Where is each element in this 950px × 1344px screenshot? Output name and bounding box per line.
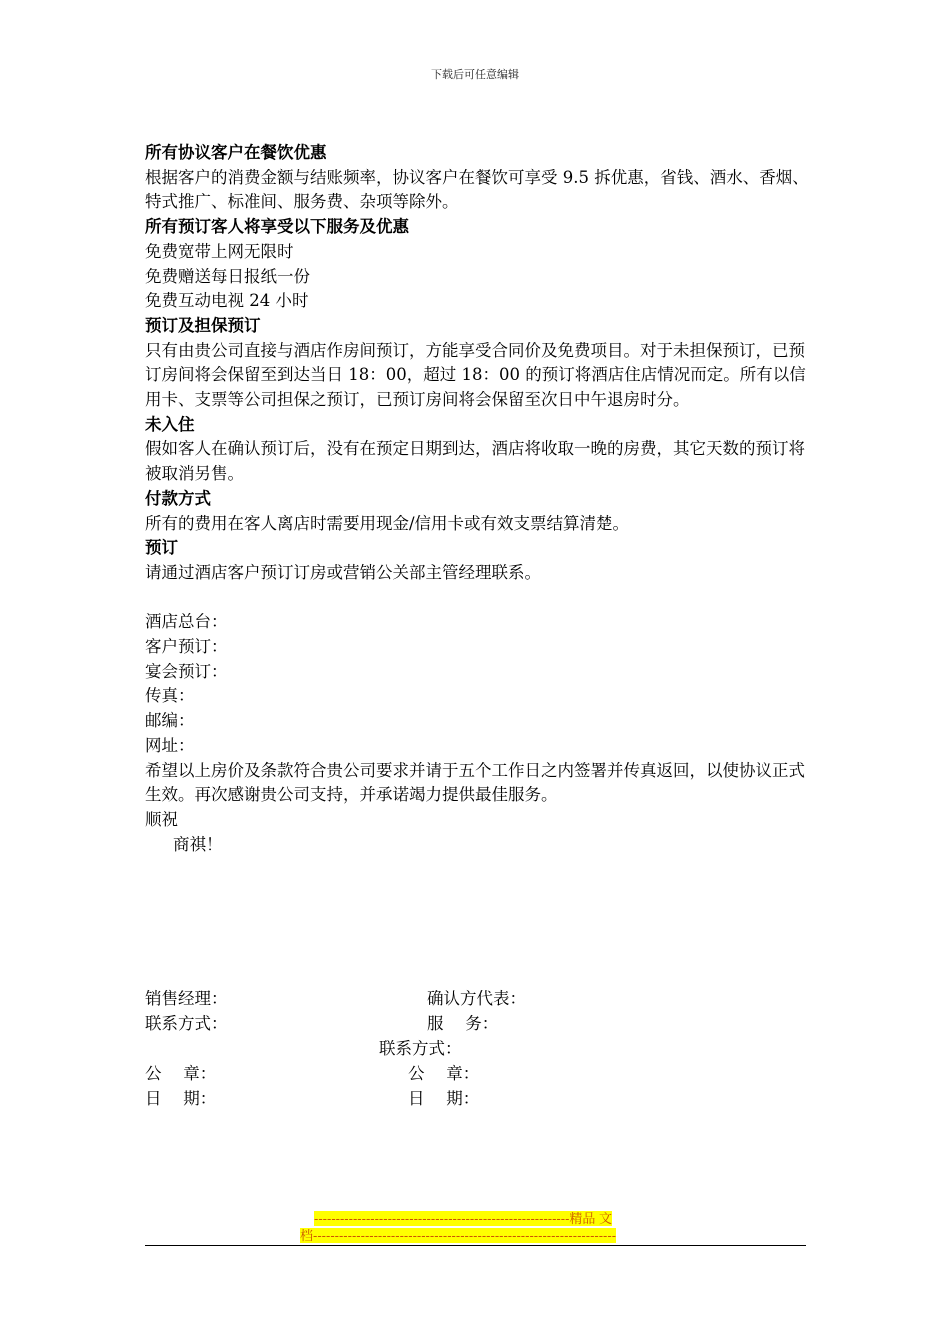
list-item: 免费赠送每日报纸一份	[145, 266, 310, 286]
section-paragraph: 只有由贵公司直接与酒店作房间预订，方能享受合同价及免费项目。对于未担保预订，已预订房间将会保留至到达当日 18：00，超过 18：00 的预订将酒店住店情况而定。所有以信用卡、支票等公司担保之预订，已预订房间将会保留至次日中午退房时分。	[145, 340, 806, 410]
section-heading: 付款方式	[145, 488, 211, 508]
list-item: 免费宽带上网无限时	[145, 241, 294, 261]
right-contact-label: 联系方式：	[379, 1039, 462, 1058]
left-date-label: 日 期：	[145, 1089, 217, 1108]
section-heading: 所有协议客户在餐饮优惠	[145, 143, 327, 162]
contact-line: 邮编：	[145, 711, 195, 731]
closing-wish: 商祺！	[173, 834, 223, 854]
section-heading: 预订及担保预订	[145, 315, 261, 335]
footer-line-2: 档----------------------------------------------------------------------	[300, 1228, 617, 1243]
closing-regards: 顺祝	[145, 809, 178, 829]
section-paragraph: 所有的费用在客人离店时需要用现金/信用卡或有效支票结算清楚。	[145, 513, 630, 533]
service-label: 服 务：	[427, 1014, 499, 1033]
section-paragraph: 请通过酒店客户预订订房或营销公关部主管经理联系。	[145, 562, 541, 582]
section-heading: 未入住	[145, 414, 195, 434]
contact-line: 客户预订：	[145, 637, 228, 657]
left-seal-label: 公 章：	[145, 1064, 217, 1083]
contact-line: 酒店总台：	[145, 612, 228, 632]
page-header: 下载后可任意编辑	[431, 68, 519, 81]
footer-banner	[300, 1210, 650, 1244]
section-paragraph: 根据客户的消费金额与结账频率，协议客户在餐饮可享受 9.5 拆优惠，省钱、酒水、香烟、特式推广、标准间、服务费、杂项等除外。	[145, 167, 809, 212]
contact-line: 宴会预订：	[145, 661, 228, 681]
document-body	[145, 141, 810, 857]
confirm-rep-label: 确认方代表：	[427, 989, 526, 1008]
list-item: 免费互动电视 24 小时	[145, 291, 309, 311]
contact-line: 传真：	[145, 686, 195, 706]
contact-line: 网址：	[145, 735, 195, 755]
blank-line	[145, 586, 810, 611]
sales-manager-label: 销售经理：	[145, 989, 228, 1008]
footer-line-1: -----------------------------------------------------------精品 文	[314, 1211, 613, 1226]
section-paragraph: 假如客人在确认预订后，没有在预定日期到达，酒店将收取一晚的房费，其它天数的预订将被取消另售。	[145, 439, 805, 484]
left-contact-label: 联系方式：	[145, 1014, 228, 1033]
section-heading: 所有预订客人将享受以下服务及优惠	[145, 217, 409, 237]
closing-paragraph: 希望以上房价及条款符合贵公司要求并请于五个工作日之内签署并传真返回，以使协议正式生效。再次感谢贵公司支持，并承诺竭力提供最佳服务。	[145, 760, 805, 805]
right-date-label: 日 期：	[408, 1089, 480, 1108]
right-seal-label: 公 章：	[408, 1064, 480, 1083]
section-heading: 预订	[145, 538, 178, 558]
footer-rule	[145, 1245, 806, 1246]
